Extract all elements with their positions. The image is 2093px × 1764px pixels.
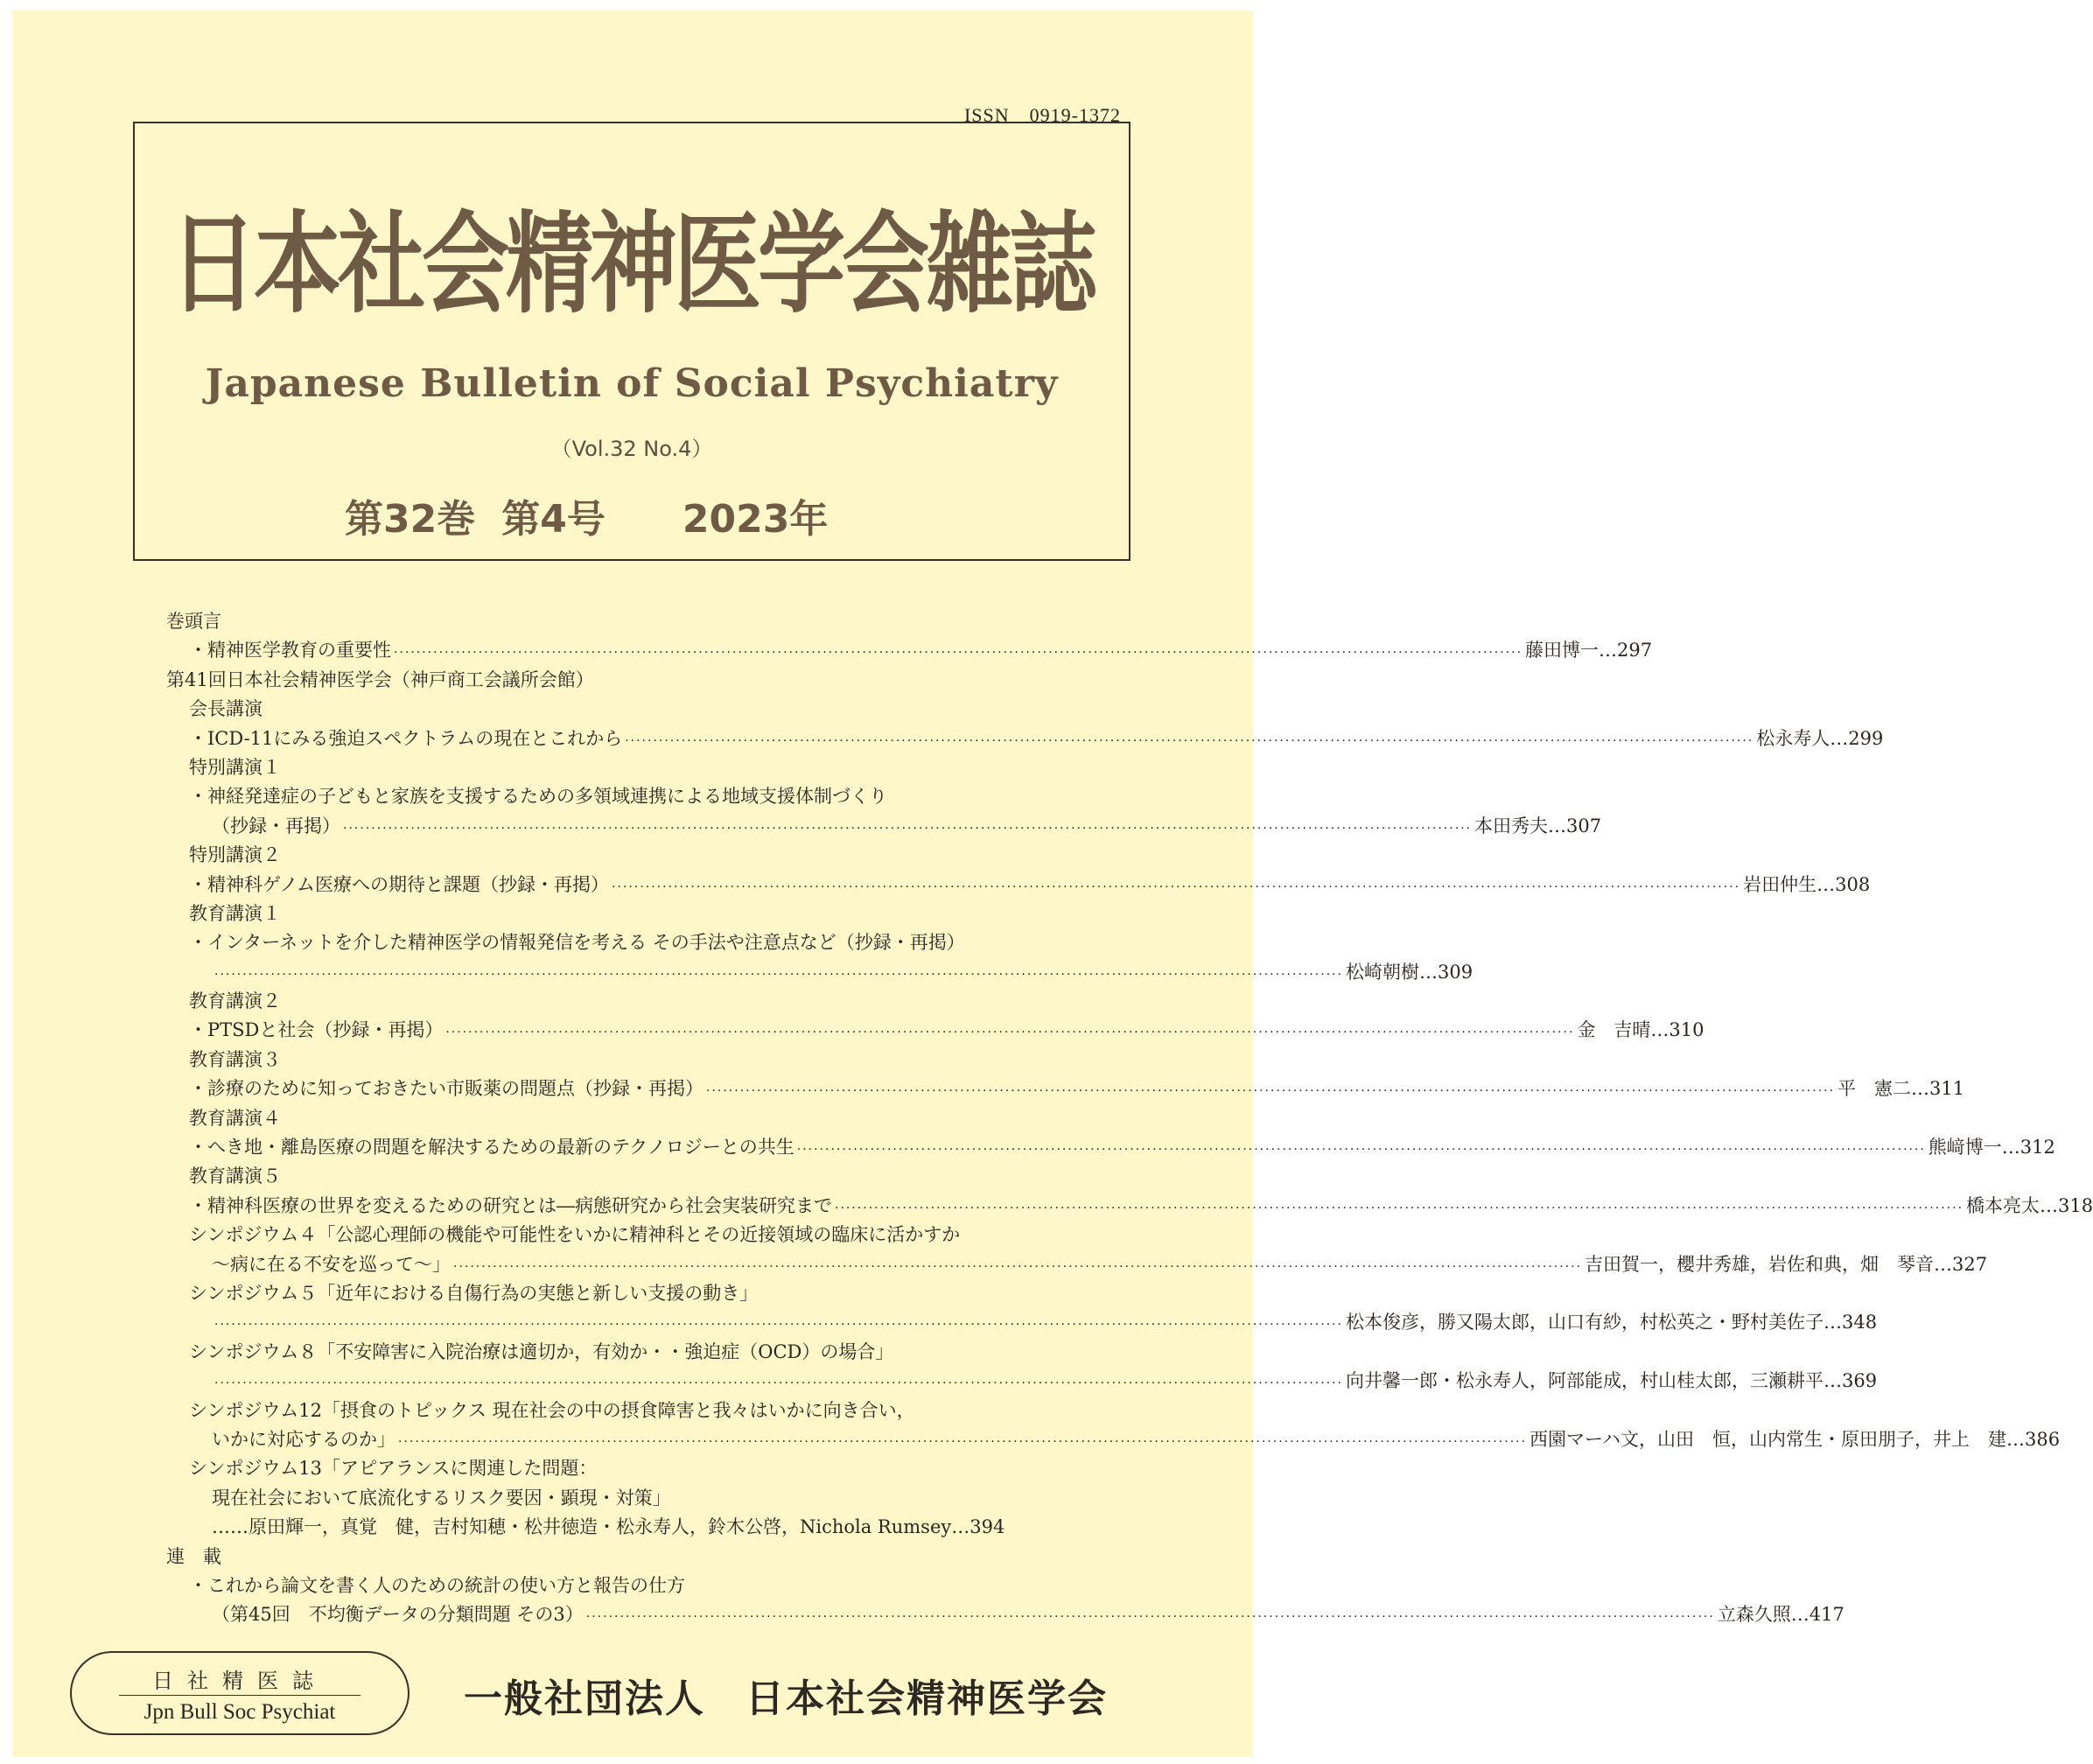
toc-entry-author-page: 向井馨一郎・松永寿人，阿部能成，村山桂太郎，三瀬耕平…369 bbox=[1346, 1370, 1878, 1392]
abbreviation-jp: 日社精医誌 bbox=[152, 1669, 327, 1693]
toc-entry-title: ・精神科医療の世界を変えるための研究とは―病態研究から社会実装研究まで bbox=[189, 1194, 832, 1216]
leader-dots: ········································································································································································································ bbox=[445, 1026, 1575, 1040]
toc-entry bbox=[166, 724, 1884, 753]
toc-entry bbox=[166, 812, 1602, 841]
toc-entry-title: ・PTSDと社会（抄録・再掲） bbox=[189, 1019, 444, 1041]
toc-heading: 教育講演４ bbox=[189, 1107, 281, 1129]
leader-dots: ········································································································································································································ bbox=[214, 1376, 1344, 1391]
toc-entry bbox=[166, 1016, 1704, 1045]
leader-dots: ········································································································································································································ bbox=[343, 821, 1473, 836]
toc-entry-title: ・へき地・離島医療の問題を解決するための最新のテクノロジーとの共生 bbox=[189, 1137, 794, 1158]
leader-dots: ········································································································································································································ bbox=[214, 1318, 1344, 1333]
abbreviation-divider bbox=[119, 1695, 360, 1696]
toc-entry-author-page: 吉田賀一，櫻井秀雄，岩佐和典，畑 琴音…327 bbox=[1585, 1253, 1988, 1275]
leader-dots: ········································································································································································································ bbox=[214, 967, 1344, 982]
toc-heading: 教育講演５ bbox=[189, 1166, 281, 1187]
leader-dots: ········································································································································································································ bbox=[453, 1259, 1583, 1274]
abbreviation-en: Jpn Bull Soc Psychiat bbox=[144, 1700, 336, 1724]
toc-entry: ・インターネットを介した精神医学の情報発信を考える その手法や注意点など（抄録・再掲） bbox=[189, 932, 965, 954]
journal-cover bbox=[12, 10, 2093, 1757]
toc-entry-author-page: 藤田博一…297 bbox=[1525, 640, 1653, 662]
toc-entry-author-page: 本田秀夫…307 bbox=[1474, 815, 1602, 836]
leader-dots: ········································································································································································································ bbox=[612, 879, 1741, 894]
toc-heading: 会長講演 bbox=[189, 698, 262, 720]
journal-title-en: Japanese Bulletin of Social Psychiatry bbox=[205, 361, 1059, 406]
toc-entry bbox=[166, 636, 1653, 665]
toc-entry-title: いかに対応するのか」 bbox=[212, 1428, 396, 1450]
issue-jp: 第4号 bbox=[501, 497, 606, 542]
toc-entry-author-page: 立森久照…417 bbox=[1717, 1604, 1844, 1626]
toc-entry-author-page: 平 憲二…311 bbox=[1838, 1078, 1965, 1100]
leader-dots: ········································································································································································································ bbox=[706, 1084, 1836, 1099]
toc-entry bbox=[166, 1308, 1878, 1337]
issn-label: ISSN 0919-1372 bbox=[963, 104, 1121, 126]
toc-entry-title: ・精神医学教育の重要性 bbox=[189, 640, 391, 662]
toc-entry bbox=[166, 1367, 1878, 1396]
toc-heading: 特別講演１ bbox=[189, 756, 281, 778]
volume-en: （Vol.32 No.4） bbox=[550, 437, 713, 461]
toc-heading: 特別講演２ bbox=[189, 844, 281, 866]
leader-dots: ········································································································································································································ bbox=[394, 646, 1523, 661]
toc-entry-author-page: 松崎朝樹…309 bbox=[1346, 961, 1474, 983]
leader-dots: ········································································································································································································ bbox=[835, 1200, 1964, 1215]
toc-entry-title: ・ICD-11にみる強迫スペクトラムの現在とこれから bbox=[189, 727, 623, 749]
title-frame bbox=[133, 122, 1130, 561]
toc-entry: ・これから論文を書く人のための統計の使い方と報告の仕方 bbox=[189, 1574, 685, 1596]
year-jp: 2023年 bbox=[682, 497, 829, 542]
toc-heading: 巻頭言 bbox=[166, 611, 221, 632]
leader-dots: ········································································································································································································ bbox=[585, 1610, 1715, 1625]
toc-entry bbox=[166, 1192, 2093, 1221]
toc-entry-author-page: 橋本亮太…318 bbox=[1966, 1194, 2093, 1216]
toc-entry-author-page: 熊﨑博一…312 bbox=[1928, 1137, 2055, 1158]
toc-entry: シンポジウム13「アピアランスに関連した問題： bbox=[189, 1458, 598, 1480]
abbreviation-badge bbox=[70, 1651, 410, 1735]
toc-entry bbox=[166, 1133, 2055, 1162]
toc-entry bbox=[166, 958, 1474, 987]
journal-title-jp: 日本社会精神医学会雑誌 bbox=[170, 200, 1094, 328]
toc-entry: シンポジウム12「摂食のトピックス 現在社会の中の摂食障害と我々はいかに向き合い， bbox=[189, 1399, 915, 1421]
table-of-contents bbox=[166, 607, 2093, 1630]
toc-entry: ……原田輝一，真覚 健，吉村知穂・松井徳造・松永寿人，鈴木公啓，Nichola Rumsey…394 bbox=[212, 1516, 1005, 1538]
toc-heading: 連 載 bbox=[166, 1545, 221, 1567]
volume-jp: 第32巻 bbox=[345, 497, 476, 542]
toc-entry bbox=[166, 1425, 2061, 1454]
toc-entry-title: ・診療のために知っておきたい市販薬の問題点（抄録・再掲） bbox=[189, 1078, 704, 1100]
toc-entry-author-page: 松本俊彦，勝又陽太郎，山口有紗，村松英之・野村美佐子…348 bbox=[1346, 1312, 1878, 1334]
toc-entry: シンポジウム４「公認心理師の機能や可能性をいかに精神科とその近接領域の臨床に活かすか bbox=[189, 1224, 961, 1246]
toc-entry-title: ・精神科ゲノム医療への期待と課題（抄録・再掲） bbox=[189, 873, 610, 895]
toc-heading: 第41回日本社会精神医学会（神戸商工会議所会館） bbox=[166, 668, 594, 690]
toc-entry-title: ～病に在る不安を巡って～」 bbox=[212, 1253, 451, 1275]
toc-entry: 現在社会において底流化するリスク要因・顕現・対策」 bbox=[212, 1487, 671, 1508]
toc-entry: シンポジウム８「不安障害に入院治療は適切か，有効か・・強迫症（OCD）の場合」 bbox=[189, 1340, 894, 1362]
leader-dots: ········································································································································································································ bbox=[625, 733, 1754, 748]
toc-entry bbox=[166, 1600, 1844, 1629]
toc-entry-title: （抄録・再掲） bbox=[212, 815, 340, 836]
toc-heading: 教育講演１ bbox=[189, 902, 281, 924]
toc-entry-title: （第45回 不均衡データの分類問題 その3） bbox=[212, 1604, 584, 1626]
toc-heading: 教育講演２ bbox=[189, 990, 281, 1012]
toc-entry-author-page: 松永寿人…299 bbox=[1756, 727, 1884, 749]
toc-entry bbox=[166, 871, 1871, 900]
toc-entry: ・神経発達症の子どもと家族を支援するための多領域連携による地域支援体制づくり bbox=[189, 786, 887, 808]
toc-entry: シンポジウム５「近年における自傷行為の実態と新しい支援の動き」 bbox=[189, 1282, 759, 1304]
toc-entry bbox=[166, 1074, 1965, 1103]
toc-entry bbox=[166, 1250, 1988, 1279]
publisher-name: 一般社団法人 日本社会精神医学会 bbox=[464, 1676, 1108, 1721]
toc-entry-author-page: 岩田仲生…308 bbox=[1743, 873, 1871, 895]
toc-entry-author-page: 金 吉晴…310 bbox=[1577, 1019, 1704, 1041]
toc-heading: 教育講演３ bbox=[189, 1048, 281, 1070]
issue-line bbox=[345, 487, 828, 543]
leader-dots: ········································································································································································································ bbox=[796, 1143, 1926, 1158]
leader-dots: ········································································································································································································ bbox=[398, 1434, 1528, 1449]
toc-entry-author-page: 西園マーハ文，山田 恒，山内常生・原田朋子，井上 建…386 bbox=[1530, 1428, 2061, 1450]
